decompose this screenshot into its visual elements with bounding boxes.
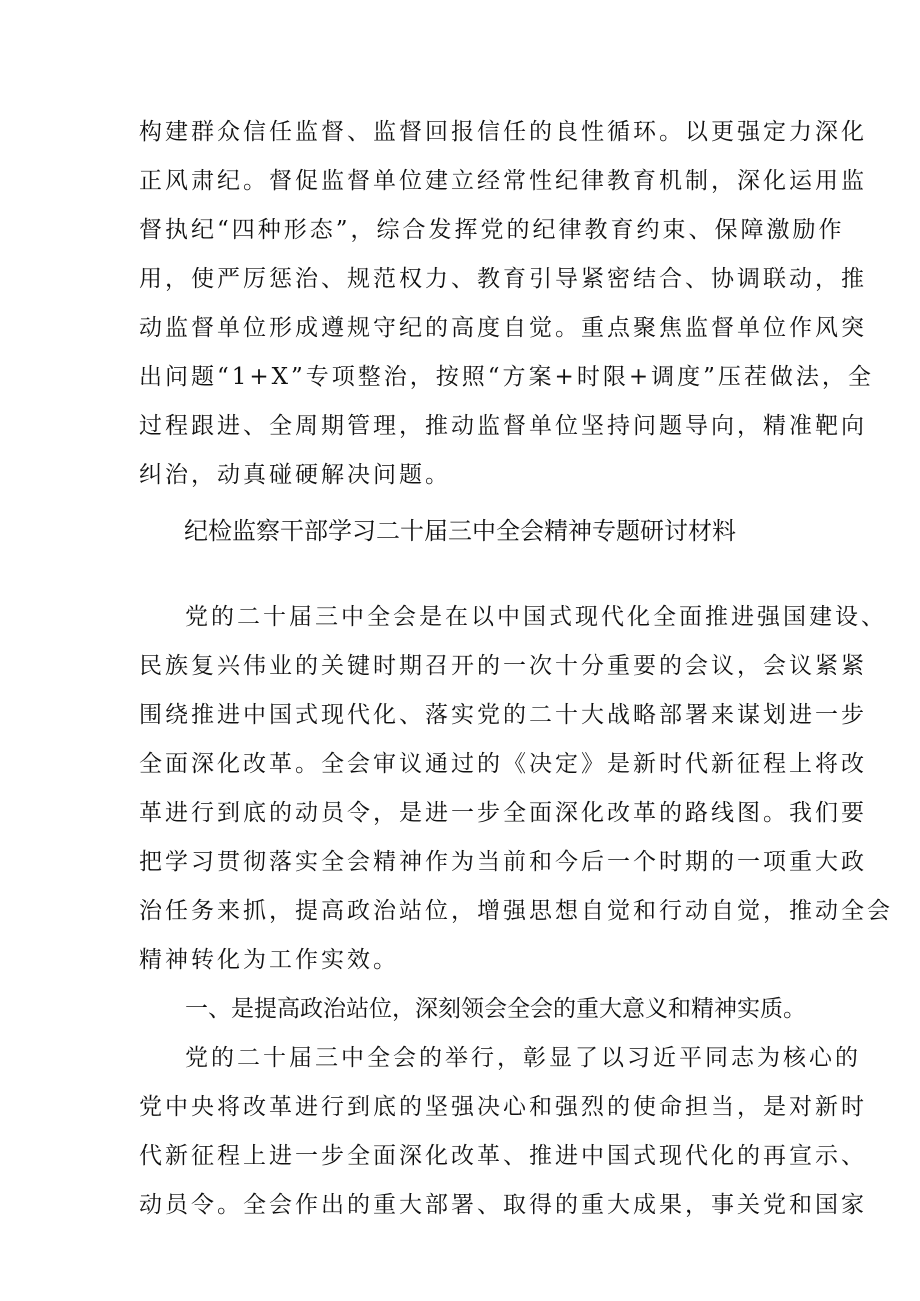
top-paragraph-line-3: 督执纪“四种形态”，综合发挥党的纪律教育约束、保障激励作 [139, 217, 845, 243]
intro-line-6: 把学习贯彻落实全会精神作为当前和今后一个时期的一项重大政 [139, 849, 867, 875]
intro-line-7: 治任务来抓，提高政治站位，增强思想自觉和行动自觉，推动全会 [139, 898, 893, 924]
top-paragraph-line-1: 构建群众信任监督、监督回报信任的良性循环。以更强定力深化 [139, 119, 867, 145]
intro-line-3: 围绕推进中国式现代化、落实党的二十大战略部署来谋划进一步 [139, 702, 867, 728]
section-1-line-4: 动员令。全会作出的重大部署、取得的重大成果，事关党和国家 [139, 1192, 867, 1218]
top-paragraph-line-8: 纠治，动真碰硬解决问题。 [139, 462, 451, 488]
section-1-heading: 一、是提高政治站位，深刻领会全会的重大意义和精神实质。 [185, 996, 806, 1022]
top-paragraph-line-2: 正风肃纪。督促监督单位建立经常性纪律教育机制，深化运用监 [139, 168, 867, 194]
intro-line-2: 民族复兴伟业的关键时期召开的一次十分重要的会议，会议紧紧 [139, 653, 867, 679]
top-paragraph-line-5: 动监督单位形成遵规守纪的高度自觉。重点聚焦监督单位作风突 [139, 315, 867, 341]
intro-line-4: 全面深化改革。全会审议通过的《决定》是新时代新征程上将改 [139, 751, 867, 777]
section-1-line-3: 代新征程上进一步全面深化改革、推进中国式现代化的再宣示、 [139, 1143, 867, 1169]
top-paragraph-line-7: 过程跟进、全周期管理，推动监督单位坚持问题导向，精准靶向 [139, 413, 867, 439]
top-paragraph-line-4: 用，使严厉惩治、规范权力、教育引导紧密结合、协调联动，推 [139, 266, 867, 292]
section-1-line-2: 党中央将改革进行到底的坚强决心和强烈的使命担当，是对新时 [139, 1094, 867, 1120]
section-1-line-1: 党的二十届三中全会的举行，彰显了以习近平同志为核心的 [185, 1045, 861, 1071]
intro-line-5: 革进行到底的动员令，是进一步全面深化改革的路线图。我们要 [139, 800, 867, 826]
top-paragraph-line-6: 出问题“1+X”专项整治，按照“方案+时限+调度”压茬做法，全 [139, 364, 874, 390]
article-title: 纪检监察干部学习二十届三中全会精神专题研讨材料 [184, 517, 736, 545]
intro-line-8: 精神转化为工作实效。 [139, 947, 399, 973]
intro-line-1: 党的二十届三中全会是在以中国式现代化全面推进强国建设、 [185, 604, 887, 630]
